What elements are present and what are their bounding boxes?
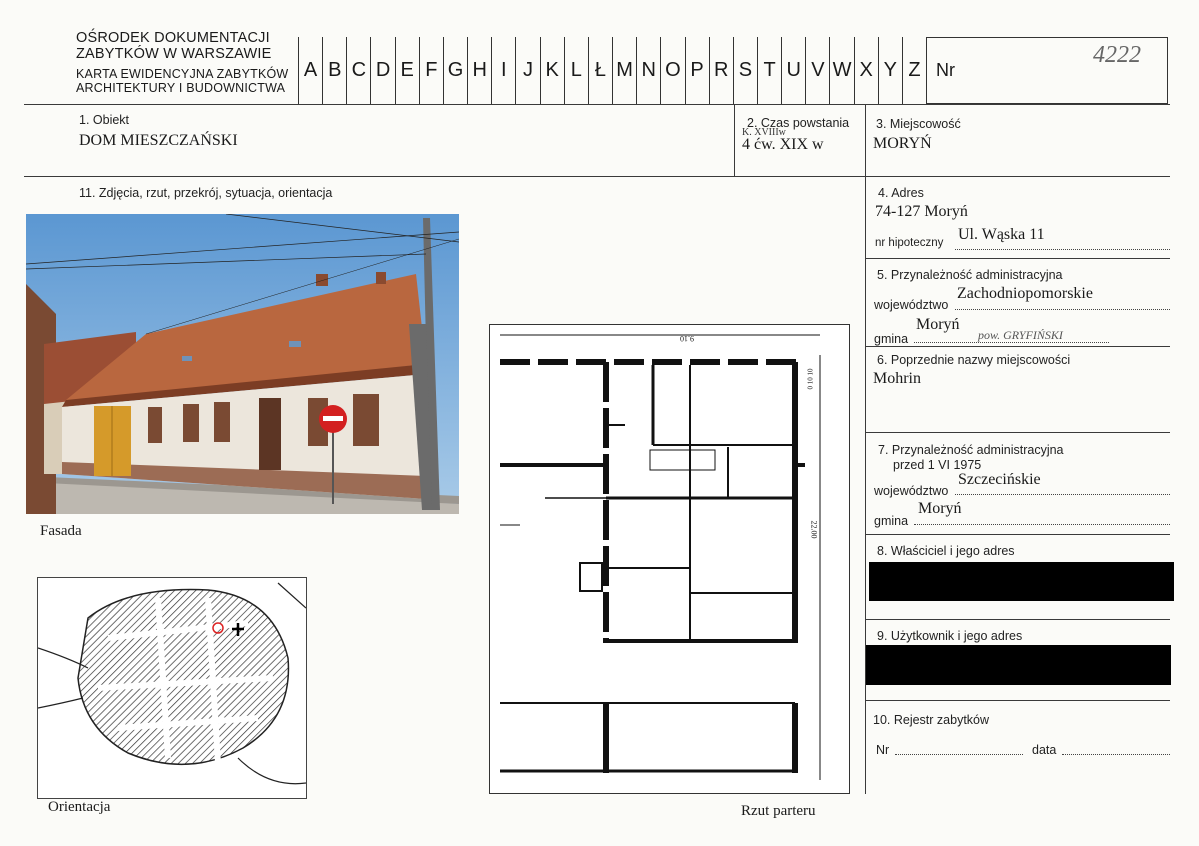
przed1975-woj-value: Szczecińskie	[958, 471, 1041, 488]
rule-r5	[865, 619, 1170, 620]
header-line1: OŚRODEK DOKUMENTACJI	[76, 30, 270, 46]
letter-22: W	[830, 37, 854, 104]
letter-14: N	[637, 37, 661, 104]
letter-7: H	[468, 37, 492, 104]
orientation-map-image	[38, 578, 306, 798]
przed1975-gmina-label: gmina	[874, 514, 909, 528]
miejscowosc-value: MORYŃ	[873, 135, 932, 152]
letter-20: U	[782, 37, 806, 104]
przed1975-woj-dotline	[955, 494, 1170, 495]
header-line3: KARTA EWIDENCYJNA ZABYTKÓW	[76, 67, 289, 81]
gmina-dotline	[914, 342, 1109, 343]
przed1975-gmina-dotline	[914, 524, 1170, 525]
letter-8: I	[492, 37, 516, 104]
nr-label: Nr	[936, 60, 955, 80]
alphabet-index	[298, 37, 927, 104]
floor-plan	[489, 324, 850, 794]
rejestr-label: 10. Rejestr zabytków	[873, 713, 990, 727]
facade-photo-image	[26, 214, 459, 514]
adres-line1: 74-127 Moryń	[875, 203, 968, 220]
hip-dotline	[955, 249, 1170, 250]
orientation-map	[37, 577, 307, 799]
letter-19: T	[758, 37, 782, 104]
caption-rzut: Rzut parteru	[741, 803, 816, 819]
letter-5: F	[420, 37, 444, 104]
divider-right-column	[865, 104, 866, 794]
hip-label: nr hipoteczny	[875, 237, 944, 249]
rule-r6	[865, 700, 1170, 701]
letter-6: G	[444, 37, 468, 104]
letter-17: R	[710, 37, 734, 104]
letter-9: J	[516, 37, 540, 104]
miejscowosc-label: 3. Miejscowość	[876, 117, 961, 131]
czas-value: 4 ćw. XIX w	[742, 136, 824, 153]
uzytkownik-label: 9. Użytkownik i jego adres	[877, 629, 1023, 643]
woj-dotline	[955, 309, 1170, 310]
nr-handwritten: 4222	[1093, 42, 1141, 68]
rule-r2	[865, 346, 1170, 347]
uzytkownik-redaction	[866, 645, 1171, 685]
czas-label: 2. Czas powstania	[747, 116, 850, 130]
letter-18: S	[734, 37, 758, 104]
poprzednie-value: Mohrin	[873, 370, 921, 387]
plan-dim-right-top: 0 10 10	[806, 368, 815, 390]
wlasciciel-label: 8. Właściciel i jego adres	[877, 544, 1015, 558]
header-line2: ZABYTKÓW W WARSZAWIE	[76, 46, 272, 62]
letter-15: O	[661, 37, 685, 104]
letter-1: B	[323, 37, 347, 104]
floor-plan-drawing	[490, 325, 849, 793]
letter-25: Z	[903, 37, 927, 104]
letter-12: Ł	[589, 37, 613, 104]
rule-r1	[865, 258, 1170, 259]
czas-annotation: K. XVIIIw	[742, 127, 786, 138]
wlasciciel-redaction	[869, 562, 1174, 601]
gmina-note: pow. GRYFIŃSKI	[978, 328, 1063, 342]
rejestr-nr-label: Nr	[876, 743, 890, 757]
gmina-label: gmina	[874, 332, 909, 346]
letter-2: C	[347, 37, 371, 104]
plan-dim-right: 22.00	[809, 520, 819, 539]
plan-dim-top: 9.10	[680, 334, 694, 343]
gmina-value: Moryń	[916, 316, 960, 333]
letter-3: D	[371, 37, 395, 104]
letter-21: V	[806, 37, 830, 104]
rule-header	[24, 104, 1170, 105]
letter-11: L	[565, 37, 589, 104]
zdjecia-label: 11. Zdjęcia, rzut, przekrój, sytuacja, orientacja	[79, 186, 333, 200]
przynaleznosc-label: 5. Przynależność administracyjna	[877, 268, 1063, 282]
woj-value: Zachodniopomorskie	[957, 285, 1093, 302]
letter-16: P	[686, 37, 710, 104]
caption-orientacja: Orientacja	[48, 799, 111, 815]
hip-value: Ul. Wąska 11	[958, 226, 1045, 243]
letter-13: M	[613, 37, 637, 104]
adres-label: 4. Adres	[878, 186, 924, 200]
woj-label: województwo	[874, 298, 949, 312]
przed1975-label1: 7. Przynależność administracyjna	[878, 443, 1064, 457]
letter-24: Y	[879, 37, 903, 104]
rejestr-nr-dotline	[895, 754, 1023, 755]
caption-fasada: Fasada	[40, 523, 82, 539]
rule-row1	[24, 176, 1170, 177]
rule-r4	[865, 534, 1170, 535]
divider-czas	[734, 104, 735, 176]
letter-0: A	[299, 37, 323, 104]
przed1975-gmina-value: Moryń	[918, 500, 962, 517]
letter-4: E	[396, 37, 420, 104]
poprzednie-label: 6. Poprzednie nazwy miejscowości	[877, 353, 1071, 367]
rejestr-data-dotline	[1062, 754, 1170, 755]
rule-r3	[865, 432, 1170, 433]
przed1975-label2: przed 1 VI 1975	[893, 458, 982, 472]
obiekt-label: 1. Obiekt	[79, 113, 130, 127]
letter-23: X	[855, 37, 879, 104]
rejestr-data-label: data	[1032, 743, 1057, 757]
obiekt-value: DOM MIESZCZAŃSKI	[79, 132, 238, 149]
przed1975-woj-label: województwo	[874, 484, 949, 498]
header-line4: ARCHITEKTURY I BUDOWNICTWA	[76, 81, 286, 95]
facade-photo	[26, 214, 459, 514]
letter-10: K	[541, 37, 565, 104]
